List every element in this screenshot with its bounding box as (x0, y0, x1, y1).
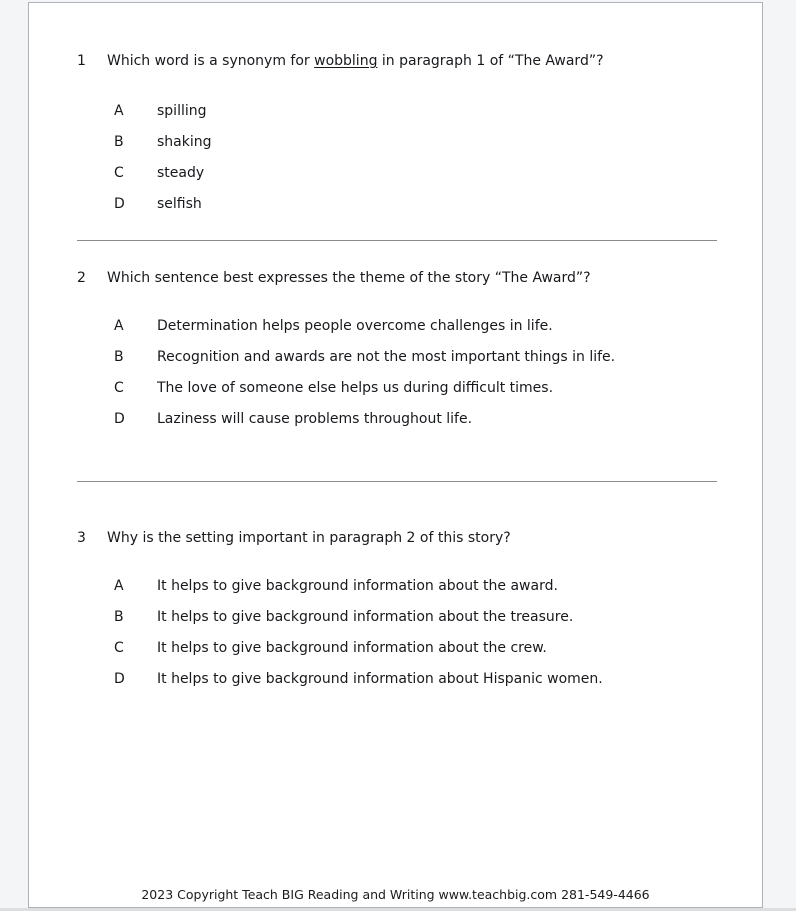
answer-option-d (29, 188, 762, 219)
stem-text: Which sentence best expresses the theme of the story “The Award”? (107, 270, 591, 286)
option-text: The love of someone else helps us during difficult times. (157, 379, 554, 396)
answer-option-c (29, 632, 762, 663)
answer-option-b (29, 341, 762, 372)
option-letter: A (114, 102, 124, 119)
option-letter: D (114, 195, 125, 212)
section-divider (77, 240, 717, 241)
question-number: 3 (77, 530, 86, 546)
stem-text: Which word is a synonym for (107, 53, 315, 69)
option-letter: B (114, 348, 124, 365)
question-3 (29, 528, 762, 694)
option-letter: C (114, 379, 124, 396)
option-letter: B (114, 608, 124, 625)
stem-text: in paragraph 1 of “The Award”? (377, 53, 604, 69)
option-text: spilling (157, 102, 207, 119)
answer-option-a (29, 570, 762, 601)
option-letter: A (114, 577, 124, 594)
answer-option-a (29, 310, 762, 341)
question-2-options (29, 310, 762, 434)
answer-option-d (29, 663, 762, 694)
answer-option-c (29, 157, 762, 188)
question-1-stem-row (29, 51, 762, 71)
question-number: 1 (77, 53, 86, 69)
question-2 (29, 268, 762, 434)
option-text: shaking (157, 133, 212, 150)
question-1 (29, 51, 762, 219)
option-text: steady (157, 164, 205, 181)
question-stem (107, 51, 762, 71)
question-stem (107, 528, 762, 548)
option-letter: C (114, 639, 124, 656)
answer-option-d (29, 403, 762, 434)
question-3-stem-row (29, 528, 762, 548)
question-2-stem-row (29, 268, 762, 288)
option-letter: A (114, 317, 124, 334)
underlined-word: wobbling (314, 53, 378, 69)
option-letter: B (114, 133, 124, 150)
answer-option-b (29, 601, 762, 632)
worksheet-page (28, 2, 763, 908)
option-text: It helps to give background information about the award. (157, 577, 558, 594)
option-text: selfish (157, 195, 202, 212)
option-text: It helps to give background information about Hispanic women. (157, 670, 603, 687)
question-1-options (29, 95, 762, 219)
stem-text: Why is the setting important in paragraph 2 of this story? (107, 530, 511, 546)
option-letter: D (114, 410, 125, 427)
option-text: It helps to give background information about the treasure. (157, 608, 574, 625)
option-text: Laziness will cause problems throughout life. (157, 410, 473, 427)
question-3-options (29, 570, 762, 694)
question-stem (107, 268, 762, 288)
option-text: It helps to give background information about the crew. (157, 639, 547, 656)
answer-option-c (29, 372, 762, 403)
option-text: Determination helps people overcome challenges in life. (157, 317, 553, 334)
option-letter: C (114, 164, 124, 181)
option-text: Recognition and awards are not the most important things in life. (157, 348, 616, 365)
option-letter: D (114, 670, 125, 687)
question-number: 2 (77, 270, 86, 286)
section-divider (77, 481, 717, 482)
answer-option-b (29, 126, 762, 157)
answer-option-a (29, 95, 762, 126)
footer-copyright: 2023 Copyright Teach BIG Reading and Writing www.teachbig.com 281-549-4466 (141, 887, 650, 902)
